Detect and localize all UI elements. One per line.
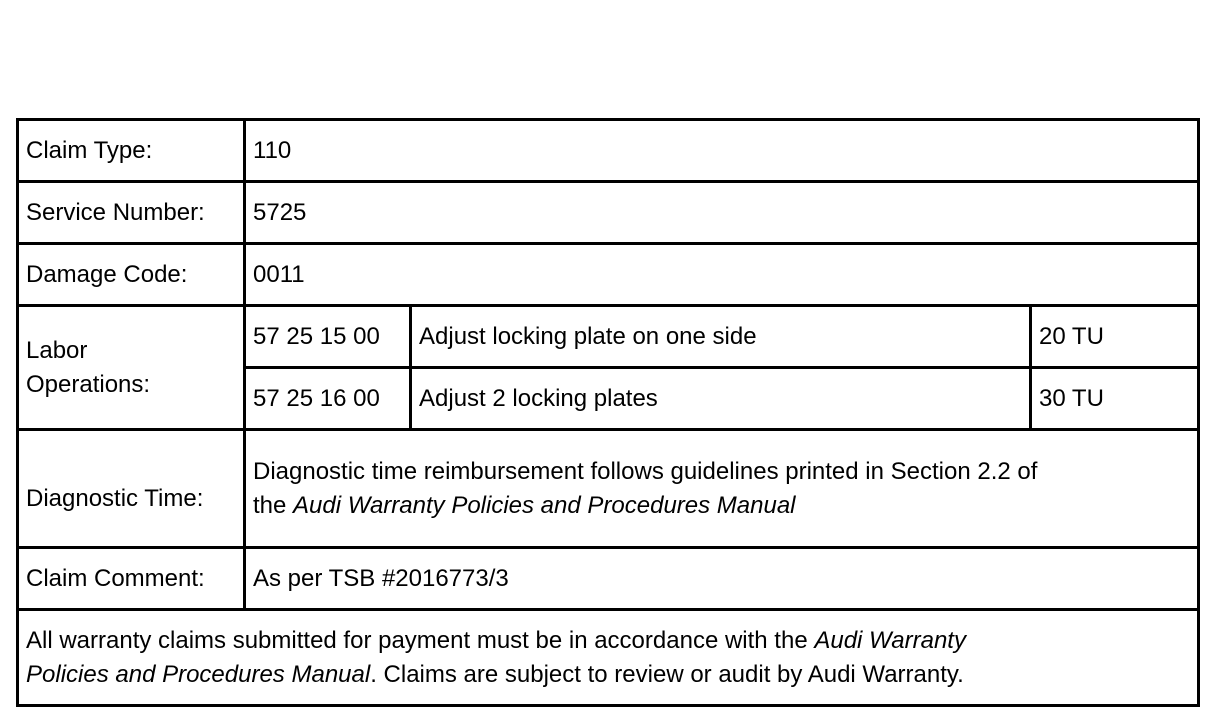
manual-title: Audi Warranty Policies and Procedures Manual [293, 491, 796, 519]
footer-note [18, 610, 1199, 706]
footer-text-part1: All warranty claims submitted for payment must be in accordance with the [26, 626, 815, 654]
warranty-claim-table [16, 118, 1200, 707]
claim-type-row [18, 120, 1199, 182]
labor-operations-label-line1: Labor [26, 336, 88, 364]
service-number-row [18, 182, 1199, 244]
claim-comment-label: Claim Comment: [18, 548, 245, 610]
diagnostic-time-line2 [253, 489, 1190, 523]
labor-operation-description: Adjust 2 locking plates [411, 368, 1031, 430]
labor-operations-label-line2: Operations: [26, 370, 151, 398]
labor-operation-code: 57 25 16 00 [245, 368, 411, 430]
claim-type-value: 110 [245, 120, 1199, 182]
claim-type-label: Claim Type: [18, 120, 245, 182]
labor-operation-description: Adjust locking plate on one side [411, 306, 1031, 368]
diagnostic-time-label: Diagnostic Time: [18, 430, 245, 548]
diagnostic-time-row [18, 430, 1199, 548]
labor-operation-time: 20 TU [1031, 306, 1199, 368]
claim-comment-row [18, 548, 1199, 610]
damage-code-value: 0011 [245, 244, 1199, 306]
service-number-label: Service Number: [18, 182, 245, 244]
footer-text-part2: . Claims are subject to review or audit by Audi Warranty. [370, 660, 964, 688]
footer-note-line1 [26, 624, 1190, 658]
labor-operation-row [18, 306, 1199, 368]
diagnostic-time-prefix: the [253, 491, 294, 519]
service-number-value: 5725 [245, 182, 1199, 244]
footer-note-line2 [26, 658, 1190, 692]
labor-operations-label [18, 306, 245, 430]
diagnostic-time-text [245, 430, 1199, 548]
footer-manual-title-part1: Audi Warranty [814, 626, 966, 654]
damage-code-row [18, 244, 1199, 306]
claim-comment-value: As per TSB #2016773/3 [245, 548, 1199, 610]
footer-row [18, 610, 1199, 706]
labor-operation-code: 57 25 15 00 [245, 306, 411, 368]
labor-operation-time: 30 TU [1031, 368, 1199, 430]
damage-code-label: Damage Code: [18, 244, 245, 306]
footer-manual-title-part2: Policies and Procedures Manual [26, 660, 371, 688]
diagnostic-time-line1: Diagnostic time reimbursement follows guidelines printed in Section 2.2 of [253, 457, 1038, 485]
